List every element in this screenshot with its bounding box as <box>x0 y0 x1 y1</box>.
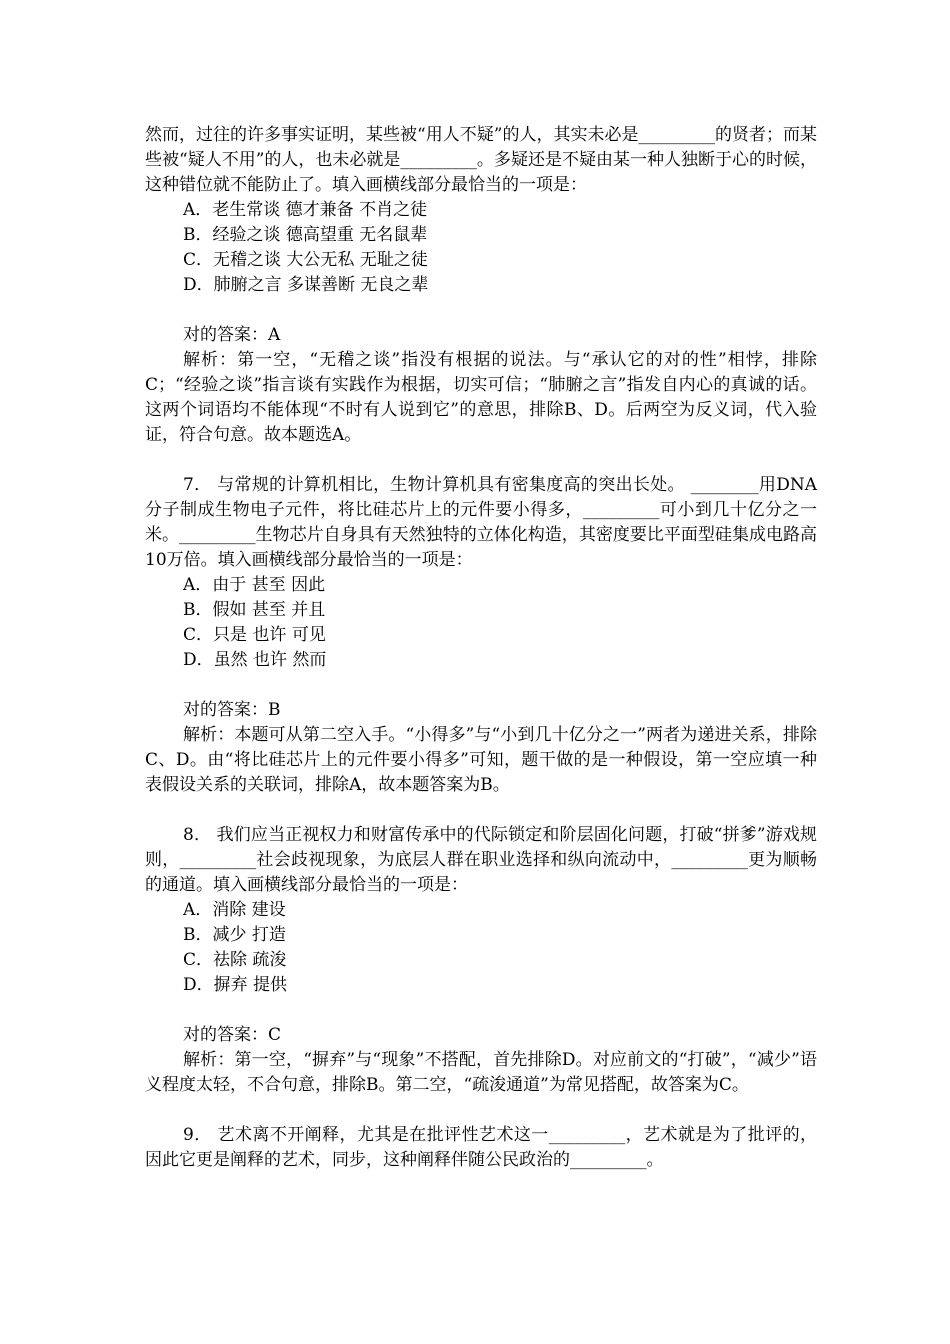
question-7-stem: 7． 与常规的计算机相比，生物计算机具有密集度高的突出长处。 ________用DNA分子制成生物电子元件，将比硅芯片上的元件要小得多，_________可小到几十亿分之一米。_________生物芯片自身具有天然独特的立体化构造，其密度要比平面型硅集成电路高10万倍。填入画横线部分最恰当的一项是： <box>145 475 817 570</box>
question-7-options <box>145 573 817 673</box>
question-7-option-c: C．只是 也许 可见 <box>183 625 326 645</box>
spacer <box>145 298 817 323</box>
question-6-option-d: D．肺腑之言 多谋善断 无良之辈 <box>183 275 429 295</box>
spacer <box>145 798 817 823</box>
question-8-option-c: C．祛除 疏浚 <box>183 950 287 970</box>
question-7-option-b: B．假如 甚至 并且 <box>183 600 326 620</box>
question-6-option-a: A．老生常谈 德才兼备 不肖之徒 <box>183 200 428 220</box>
question-8-answer: 对的答案：C <box>183 1025 282 1045</box>
question-6-answer: 对的答案：A <box>183 325 281 345</box>
question-8-option-a: A．消除 建设 <box>183 900 286 920</box>
question-8-analysis: 解析：第一空，“摒弃”与“现象”不搭配，首先排除D。对应前文的“打破”，“减少”语义程度太轻，不合句意，排除B。第二空，“疏浚通道”为常见搭配，故答案为C。 <box>145 1050 817 1095</box>
question-6-stem: 然而，过往的许多事实证明，某些被“用人不疑”的人，其实未必是_________的贤者；而某些被“疑人不用”的人，也未必就是_________。多疑还是不疑由某一种人独断于心的时候，这种错位就不能防止了。填入画横线部分最恰当的一项是： <box>145 125 817 195</box>
question-8-option-d: D．摒弃 提供 <box>183 975 288 995</box>
spacer <box>145 448 817 473</box>
question-6-option-c: C．无稽之谈 大公无私 无耻之徒 <box>183 250 428 270</box>
spacer <box>145 998 817 1023</box>
question-8 <box>145 823 817 1098</box>
question-9 <box>145 1123 817 1173</box>
question-6-analysis: 解析：第一空，“无稽之谈”指没有根据的说法。与“承认它的对的性”相悖，排除C；“经验之谈”指言谈有实践作为根据，切实可信；“肺腑之言”指发自内心的真诚的话。这两个词语均不能体现“不时有人说到它”的意思，排除B、D。后两空为反义词，代入验证，符合句意。故本题选A。 <box>145 350 817 445</box>
question-8-options <box>145 898 817 998</box>
question-7-answer: 对的答案：B <box>183 700 281 720</box>
question-7-option-a: A．由于 甚至 因此 <box>183 575 326 595</box>
question-8-stem: 8． 我们应当正视权力和财富传承中的代际锁定和阶层固化问题，打破“拼爹”游戏规则，_________社会歧视现象，为底层人群在职业选择和纵向流动中，_________更为顺畅的通道。填入画横线部分最恰当的一项是： <box>145 825 817 895</box>
question-6 <box>145 123 817 448</box>
question-7-analysis: 解析：本题可从第二空入手。“小得多”与“小到几十亿分之一”两者为递进关系，排除C、D。由“将比硅芯片上的元件要小得多”可知，题干做的是一种假设，第一空应填一种表假设关系的关联词，排除A，故本题答案为B。 <box>145 725 817 795</box>
question-7-option-d: D．虽然 也许 然而 <box>183 650 327 670</box>
question-6-options <box>145 198 817 298</box>
spacer <box>145 1098 817 1123</box>
question-6-option-b: B．经验之谈 德高望重 无名鼠辈 <box>183 225 428 245</box>
question-7 <box>145 473 817 798</box>
spacer <box>145 673 817 698</box>
question-9-stem: 9． 艺术离不开阐释，尤其是在批评性艺术这一_________，艺术就是为了批评的，因此它更是阐释的艺术，同步，这种阐释伴随公民政治的_________。 <box>145 1125 817 1170</box>
document-page <box>145 123 817 1173</box>
question-8-option-b: B．减少 打造 <box>183 925 286 945</box>
